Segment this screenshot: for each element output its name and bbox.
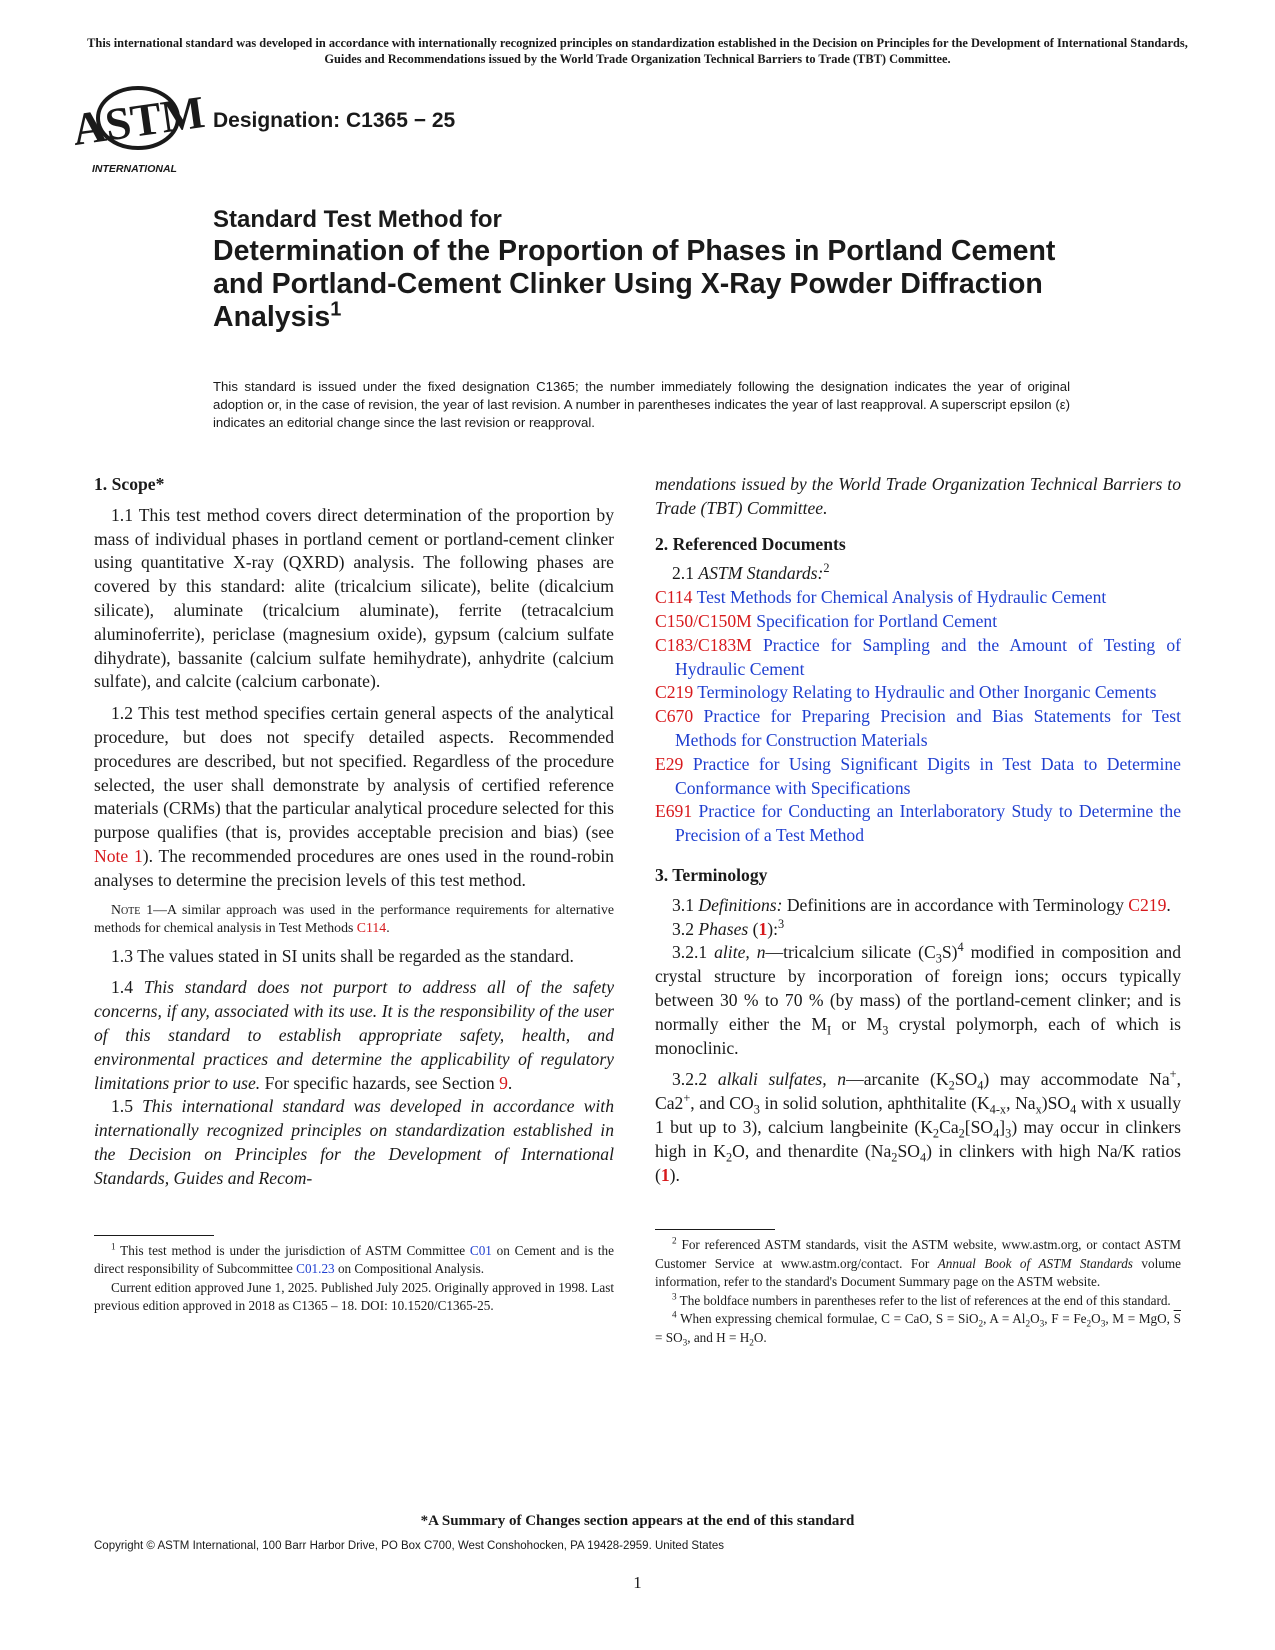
copyright: Copyright © ASTM International, 100 Barr Harbor Drive, PO Box C700, West Conshohocken, PA 19428-2959. United States [94, 1540, 725, 1552]
paragraph-3-2: 3.2 Phases (1):$^3$ [672, 916, 785, 939]
footnote-2: $^2$ For referenced ASTM standards, visit the ASTM website, www.astm.org, or contact ASTM Customer Service at www.astm.org/contact. For Annual Book of ASTM Standards volume information, refer to the standard's Document Summary page on the ASTM website. [655, 1235, 1181, 1290]
paragraph-1-5: 1.5 This international standard was developed in accordance with internationally recognized principles on standardization established in the Decision on Principles for the Development of International Standards, Guides and Recom- [94, 1096, 614, 1188]
right-column [655, 473, 1181, 1347]
c01-23-link[interactable]: C01.23 [296, 1261, 335, 1277]
reference-list [655, 586, 1181, 848]
left-column [94, 473, 614, 1316]
page-number: 1 [633, 1573, 642, 1592]
footnote-rule [655, 1229, 775, 1230]
designation: Designation: C1365 − 25 [213, 109, 456, 132]
c219-link[interactable]: C219 [1128, 894, 1167, 915]
title-line-1: Standard Test Method for [213, 206, 502, 233]
summary-of-changes-note: *A Summary of Changes section appears at the end of this standard [420, 1513, 855, 1529]
reference-item[interactable]: E29 Practice for Using Significant Digits in Test Data to Determine Conformance with Specifications [655, 753, 1181, 798]
note-1-link[interactable]: Note 1 [94, 845, 143, 866]
footnote-4: $^4$ When expressing chemical formulae, C = CaO, S = SiO$_2$, $A = Al_2O_3$, $F = Fe_2O_3$, M = MgO, $\overline{S} = SO_3$, and $H = H_2O$. [655, 1309, 1181, 1348]
paragraph-3-2-2: 3.2.2 alkali sulfates, n—arcanite $(K_2SO_4)$ may accommodate Na+, Ca2+, and $CO_3$ in solid solution, aphthitalite ($K_{4-x}$, $Na_x)SO_4$ with x usually 1 but up to 3), calcium langbeinite $(K_2Ca_2[SO_4]_3)$ may occur in clinkers high in $K_2O$, and thenardite $(Na_2SO_4)$ in clinkers with high Na/K ratios (1). [655, 1067, 1182, 1185]
paragraph-1-3: 1.3 The values stated in SI units shall be regarded as the standard. [111, 945, 574, 966]
footnote-3: $^3$ The boldface numbers in parentheses refer to the list of references at the end of this standard. [672, 1291, 1171, 1308]
paragraph-3-2-1: 3.2.1 alite, n—tricalcium silicate $(C_3S)^4$ modified in composition and crystal structure by incorporation of foreign ions; occurs typically between 30 % to 70 % (by mass) of the portland-cement clinker; and is normally either the $M_I$ or $M_3$ crystal polymorph, each of which is monoclinic. [655, 940, 1181, 1058]
svg-text:INTERNATIONAL: INTERNATIONAL [92, 163, 177, 175]
paragraph-2-1: 2.1 ASTM Standards:$^2$ [672, 561, 830, 584]
note-1: Note 1—A similar approach was used in the performance requirements for alternative methods for chemical analysis in Test Methods C114. [94, 901, 614, 935]
title-line-2: Determination of the Proportion of Phases in Portland Cement and Portland-Cement Clinker Using X-Ray Powder Diffraction Analysis$^1$ [213, 235, 1056, 333]
referenced-documents-heading: 2. Referenced Documents [655, 533, 846, 554]
footnote-1-edition: Current edition approved June 1, 2025. Published July 2025. Originally approved in 1998. Last previous edition approved in 2018 as C1365 – 18. DOI: 10.1520/C1365-25. [94, 1279, 614, 1314]
title-footnote-mark: 1 [330, 298, 342, 321]
footnote-rule [94, 1235, 214, 1236]
reference-item[interactable]: C114 Test Methods for Chemical Analysis of Hydraulic Cement [655, 587, 1107, 608]
paragraph-3-1: 3.1 Definitions: Definitions are in accordance with Terminology C219. [672, 894, 1171, 915]
svg-text:ASTM: ASTM [68, 85, 208, 155]
scope-heading: 1. Scope* [94, 474, 165, 494]
c114-link[interactable]: C114 [356, 919, 387, 935]
document-title [213, 205, 1093, 334]
issued-note: This standard is issued under the fixed designation C1365; the number immediately following the designation indicates the year of original adoption or, in the case of revision, the year of last revision. A number in parentheses indicates the year of last reapproval. A superscript epsilon (ε) indicates an editorial change since the last revision or reapproval. [213, 379, 1070, 430]
paragraph-1-5-continued: mendations issued by the World Trade Organization Technical Barriers to Trade (TBT) Committee. [655, 474, 1181, 518]
reference-item[interactable]: C219 Terminology Relating to Hydraulic and Other Inorganic Cements [655, 682, 1157, 703]
paragraph-1-2: 1.2 This test method specifies certain general aspects of the analytical procedure, but does not specify detailed aspects. Recommended procedures are described, but not specified. Regardless of the procedure selected, the user shall demonstrate by analysis of certified reference materials (CRMs) that the particular analytical procedure selected for this purpose qualifies (that is, provides acceptable precision and bias) (see Note 1). The recommended procedures are ones used in the round-robin analyses to determine the precision levels of this test method. [94, 703, 614, 890]
section-9-link[interactable]: 9 [499, 1072, 508, 1093]
terminology-heading: 3. Terminology [655, 864, 768, 885]
c01-link[interactable]: C01 [469, 1242, 492, 1258]
reference-item[interactable]: E691 Practice for Conducting an Interlaboratory Study to Determine the Precision of a Test Method [655, 801, 1181, 846]
reference-item[interactable]: C670 Practice for Preparing Precision and Bias Statements for Test Methods for Construction Materials [655, 706, 1181, 750]
paragraph-1-4: 1.4 This standard does not purport to address all of the safety concerns, if any, associated with its use. It is the responsibility of the user of this standard to establish appropriate safety, health, and environmental practices and determine the applicability of regulatory limitations prior to use. For specific hazards, see Section 9. [94, 977, 615, 1093]
footnote-1: $^1$ This test method is under the jurisdiction of ASTM Committee C01 on Cement and is the direct responsibility of Subcommittee C01.23 on Compositional Analysis. [94, 1241, 614, 1277]
reference-1-link[interactable]: 1 [660, 1164, 670, 1185]
astm-logo [68, 84, 208, 176]
reference-item[interactable]: C183/C183M Practice for Sampling and the Amount of Testing of Hydraulic Cement [655, 634, 1182, 679]
international-standard-notice: This international standard was developed in accordance with internationally recognized principles on standardization established in the Decision on Principles for the Development of International Standards, Guides and Recommendations issued by the World Trade Organization Technical Barriers to Trade (TBT) Committee. [87, 36, 1188, 66]
reference-item[interactable]: C150/C150M Specification for Portland Cement [655, 610, 998, 631]
paragraph-1-1: 1.1 This test method covers direct determination of the proportion by mass of individual phases in portland cement or portland-cement clinker using quantitative X-ray (QXRD) analysis. The following phases are covered by this standard: alite (tricalcium silicate), belite (dicalcium silicate), aluminate (tricalcium aluminate), ferrite (tetracalcium aluminoferrite), periclase (magnesium oxide), gypsum (calcium sulfate dihydrate), bassanite (calcium sulfate hemihydrate), anhydrite (calcium sulfate), and calcite (calcium carbonate). [94, 504, 614, 692]
reference-1-link[interactable]: 1 [758, 918, 768, 939]
